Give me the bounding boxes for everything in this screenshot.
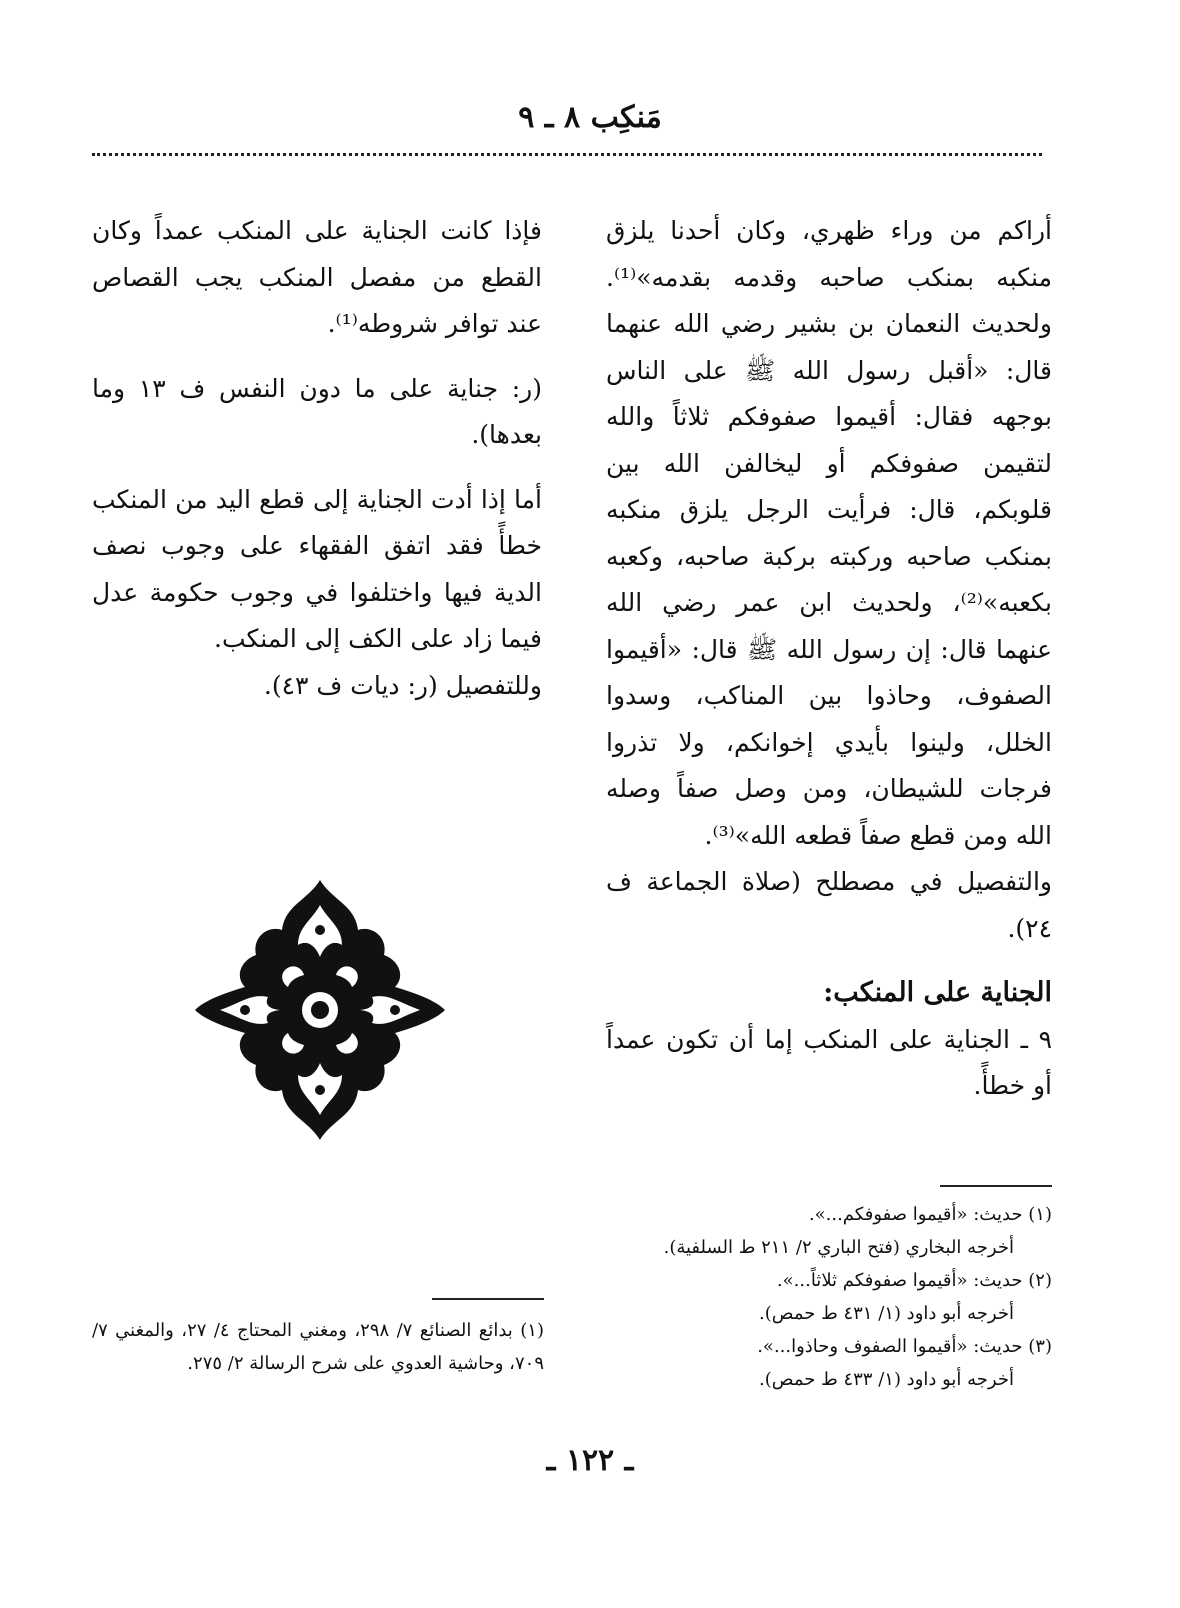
- body-paragraph: ٩ ـ الجناية على المنكب إما أن تكون عمداً أو خطأً.: [606, 1024, 1052, 1100]
- body-paragraph: أما إذا أدت الجناية إلى قطع اليد من المنكب خطأً فقد اتفق الفقهاء على وجوب نصف الدية فيها واختلفوا في وجوب حكومة عدل فيما زاد على الكف إلى المنكب.: [92, 484, 542, 653]
- body-paragraph: فإذا كانت الجناية على المنكب عمداً وكان القطع من مفصل المنكب يجب القصاص عند توافر شروطه⁽¹⁾.: [92, 216, 542, 338]
- arabesque-ornament-icon: [190, 875, 450, 1145]
- footnote-line: [612, 1330, 1052, 1363]
- footnote-text: بدائع الصنائع ٧/ ٢٩٨، ومغني المحتاج ٤/ ٢٧، والمغني ٧/ ٧٠٩، وحاشية العدوي على شرح الرسالة ٢/ ٢٧٥.: [92, 1320, 544, 1374]
- footnotes-left: [92, 1314, 544, 1380]
- body-paragraph: وللتفصيل (ر: ديات ف ٤٣).: [263, 670, 542, 700]
- footnote-number: (٣): [1028, 1336, 1052, 1357]
- left-column: [92, 208, 542, 709]
- section-heading: الجناية على المنكب:: [823, 977, 1052, 1008]
- footnote-number: (١): [520, 1320, 544, 1341]
- body-paragraph: أراكم من وراء ظهري، وكان أحدنا يلزق منكبه بمنكب صاحبه وقدمه بقدمه»⁽¹⁾. ولحديث النعمان بن بشير رضي الله عنهما قال: «أقبل رسول الله ﷺ على الناس بوجهه فقال: أقيموا صفوفكم ثلاثاً والله لتقيمن صفوفكم أو ليخالفن الله بين قلوبكم، قال: فرأيت الرجل يلزق منكبه بمنكب صاحبه وركبته بركبة صاحبه، وكعبه بكعبه»⁽²⁾، ولحديث ابن عمر رضي الله عنهما قال: إن رسول الله ﷺ قال: «أقيموا الصفوف، وحاذوا بين المناكب، وسدوا الخلل، ولينوا بأيدي إخوانكم، ولا تذروا فرجات للشيطان، ومن وصل صفاً وصله الله ومن قطع صفاً قطعه الله»⁽³⁾.: [606, 216, 1052, 850]
- footnote-line: [612, 1264, 1052, 1297]
- footnote-source: أخرجه أبو داود (١/ ٤٣٣ ط حمص).: [759, 1369, 1014, 1390]
- page-number: ـ ١٢٢ ـ: [546, 1443, 634, 1478]
- footnote-rule: [432, 1298, 544, 1300]
- footnote-text: حديث: «أقيموا صفوفكم ثلاثاً...».: [776, 1270, 1023, 1291]
- running-header: مَنكِب ٨ ـ ٩: [518, 100, 662, 135]
- footnote-line: [92, 1314, 544, 1380]
- footnote-source: أخرجه أبو داود (١/ ٤٣١ ط حمص).: [759, 1303, 1014, 1324]
- body-paragraph: والتفصيل في مصطلح (صلاة الجماعة ف ٢٤).: [606, 867, 1052, 943]
- body-paragraph: (ر: جناية على ما دون النفس ف ١٣ وما بعدها).: [92, 373, 543, 449]
- footnote-rule: [940, 1185, 1052, 1187]
- right-column: [606, 208, 1052, 1110]
- footnote-text: حديث: «أقيموا الصفوف وحاذوا...».: [757, 1336, 1023, 1357]
- footnote-text: حديث: «أقيموا صفوفكم...».: [808, 1204, 1023, 1225]
- header-dotted-rule: [92, 153, 1042, 156]
- footnote-source: أخرجه البخاري (فتح الباري ٢/ ٢١١ ط السلفية).: [663, 1237, 1014, 1258]
- footnote-line: [612, 1198, 1052, 1231]
- footnotes-right: [612, 1198, 1052, 1396]
- footnote-number: (١): [1028, 1204, 1052, 1225]
- footnote-number: (٢): [1028, 1270, 1052, 1291]
